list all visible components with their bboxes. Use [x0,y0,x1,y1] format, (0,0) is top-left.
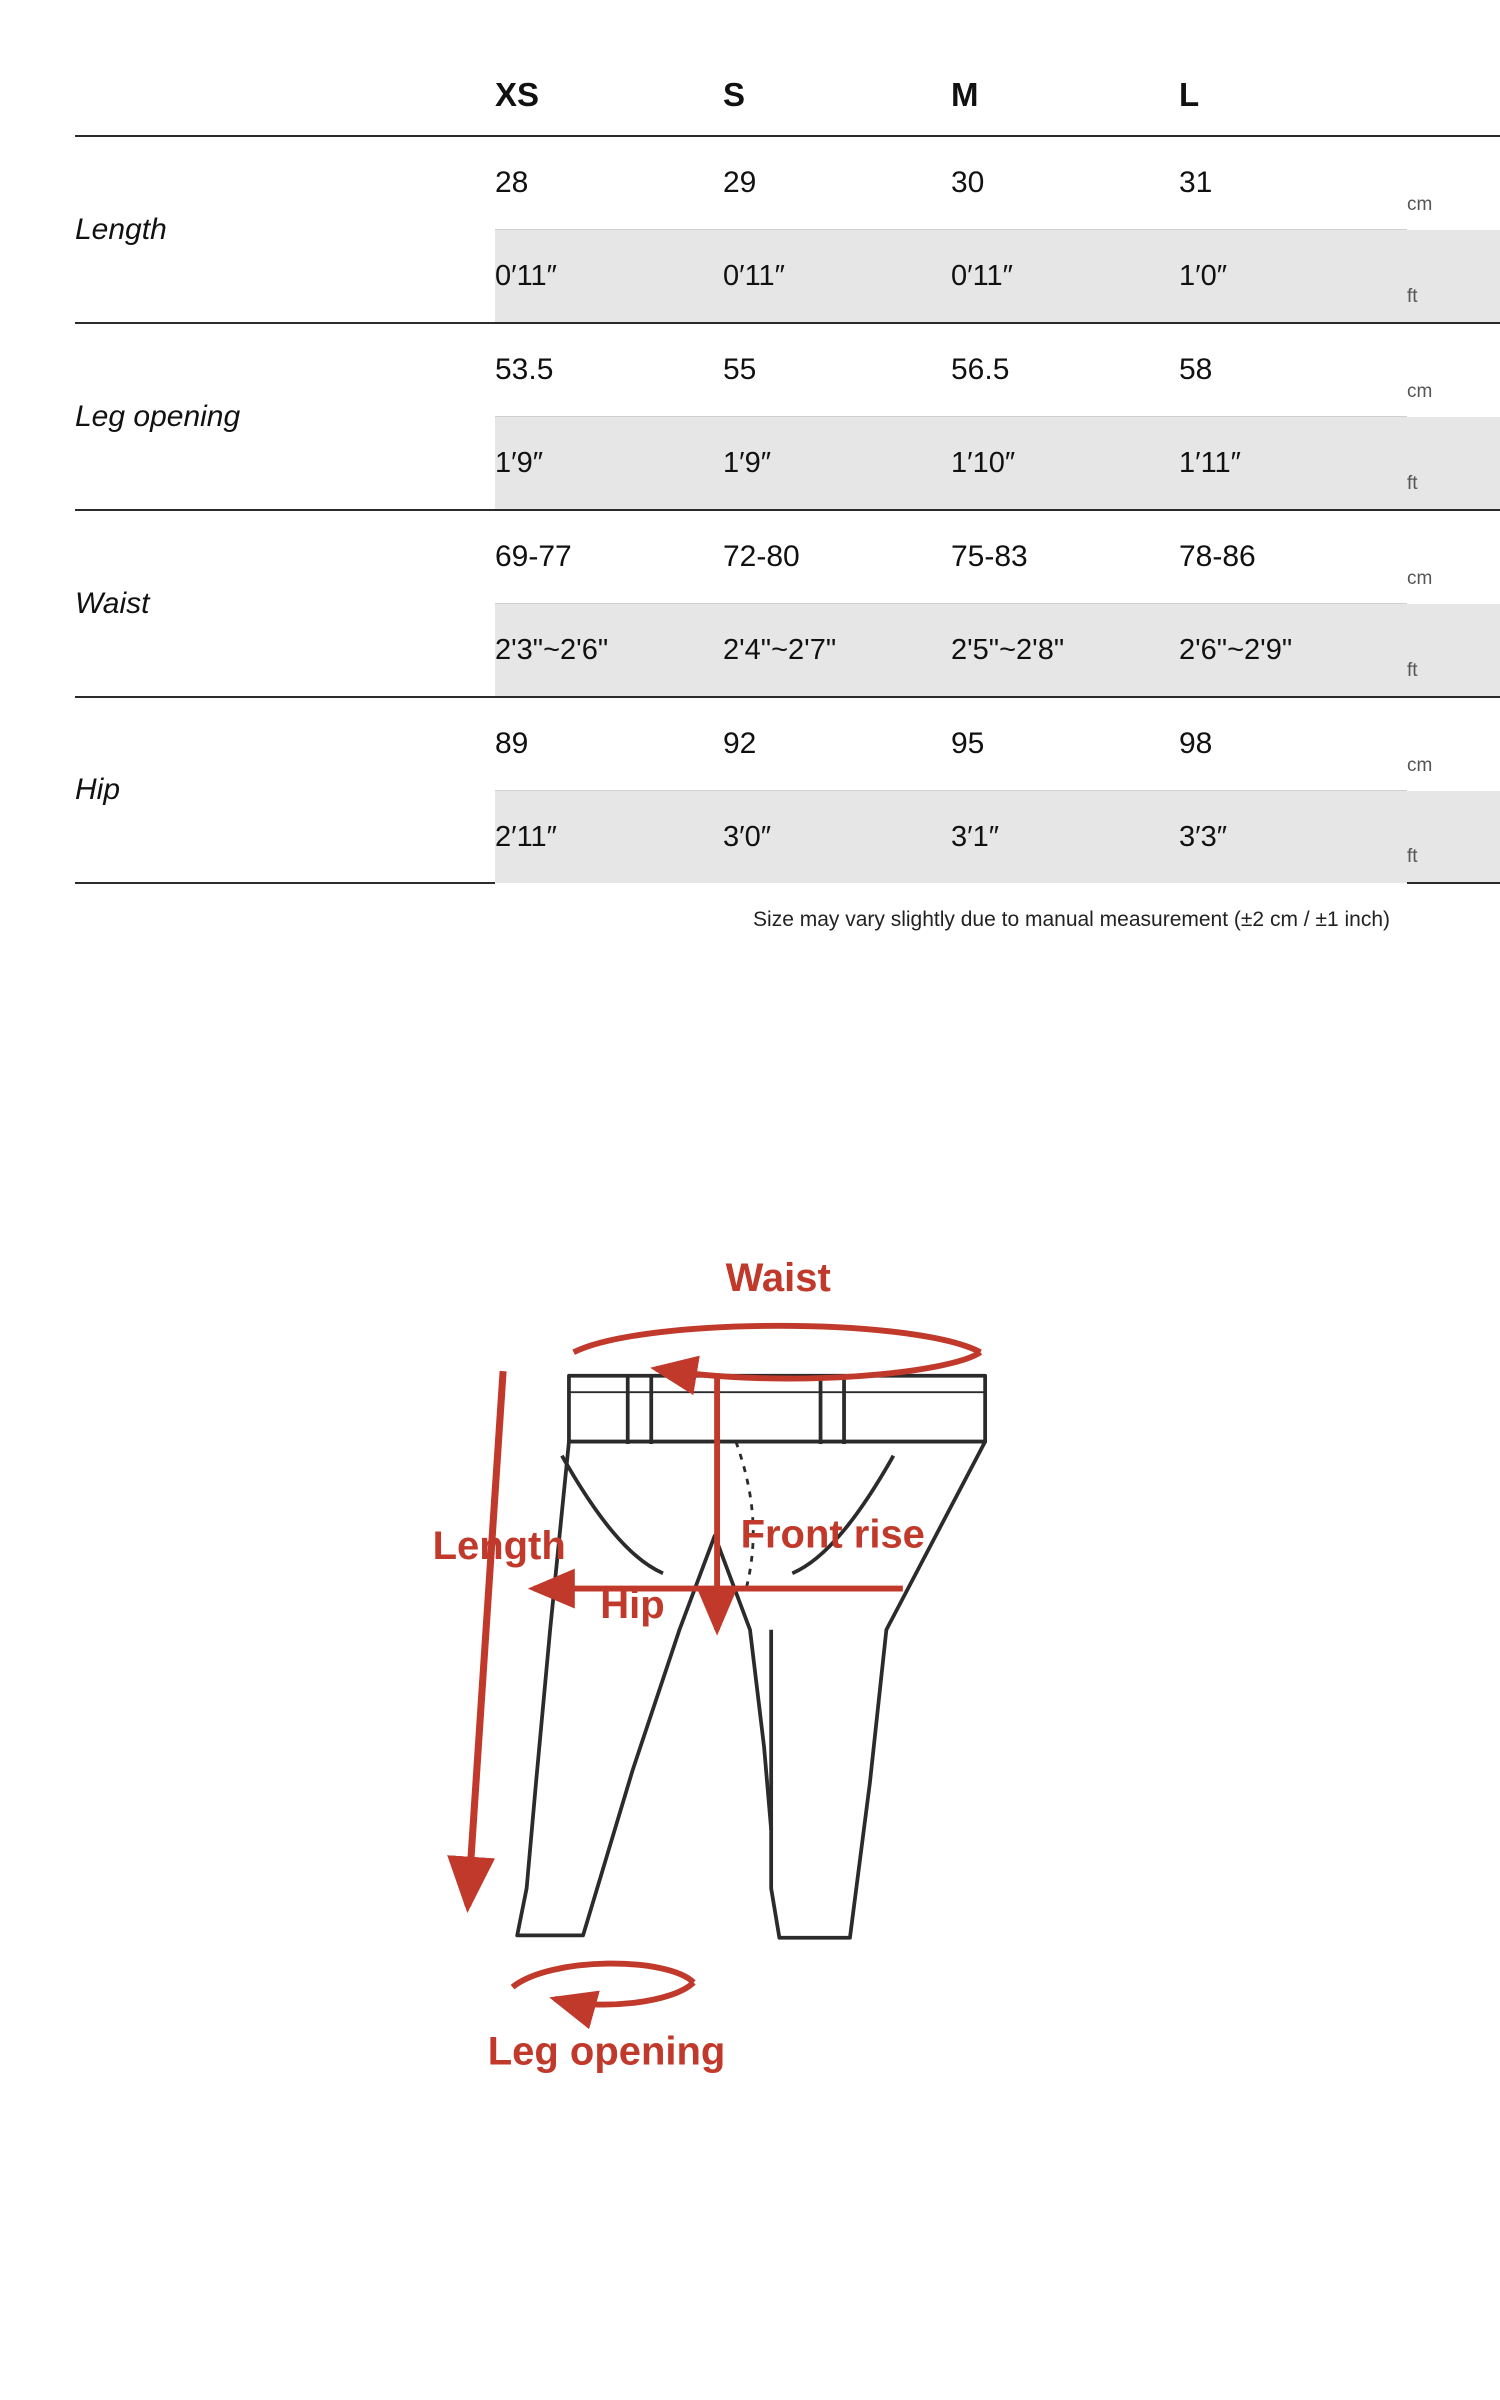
cell-leg-opening-xs-ft: 1′9″ [495,417,723,511]
cell-length-xs-ft: 0′11″ [495,230,723,324]
length-measure-annotation [433,1371,566,1906]
cell-hip-l-ft: 3′3″ [1179,791,1407,884]
cell-waist-m-cm: 75-83 [951,510,1179,604]
waist-measure-annotation [574,1256,981,1378]
cell-hip-m-ft: 3′1″ [951,791,1179,884]
cell-leg-opening-m-ft: 1′10″ [951,417,1179,511]
cell-waist-l-ft: 2'6"~2'9" [1179,604,1407,698]
unit-length-cm: cm [1407,136,1500,230]
header-size-l: L [1179,55,1407,136]
cell-length-l-ft: 1′0″ [1179,230,1407,324]
row-label-hip: Hip [75,697,495,883]
shorts-illustration [517,1376,985,1938]
cell-length-xs-cm: 28 [495,136,723,230]
unit-hip-ft: ft [1407,791,1500,884]
table-row [75,697,1500,791]
cell-hip-s-ft: 3′0″ [723,791,951,884]
table-header-row [75,55,1500,136]
cell-length-m-ft: 0′11″ [951,230,1179,324]
header-size-xs: XS [495,55,723,136]
shorts-measurement-diagram [0,1230,1500,2100]
header-unit-label [1407,55,1500,136]
unit-waist-ft: ft [1407,604,1500,698]
cell-leg-opening-s-ft: 1′9″ [723,417,951,511]
measurement-disclaimer: Size may vary slightly due to manual measurement (±2 cm / ±1 inch) [753,908,1390,931]
cell-hip-s-cm: 92 [723,697,951,791]
label-length: Length [432,1524,566,1569]
cell-waist-s-cm: 72-80 [723,510,951,604]
label-front-rise: Front rise [740,1512,925,1557]
unit-waist-cm: cm [1407,510,1500,604]
row-label-length: Length [75,136,495,323]
cell-leg-opening-l-ft: 1′11″ [1179,417,1407,511]
label-hip: Hip [600,1582,665,1627]
cell-length-l-cm: 31 [1179,136,1407,230]
cell-leg-opening-l-cm: 58 [1179,323,1407,417]
header-size-s: S [723,55,951,136]
cell-leg-opening-s-cm: 55 [723,323,951,417]
cell-length-s-ft: 0′11″ [723,230,951,324]
cell-length-m-cm: 30 [951,136,1179,230]
header-measure-label [75,55,495,136]
label-waist: Waist [725,1256,831,1301]
cell-hip-xs-ft: 2′11″ [495,791,723,884]
label-leg-opening: Leg opening [487,2029,726,2074]
unit-length-ft: ft [1407,230,1500,324]
unit-leg-opening-ft: ft [1407,417,1500,511]
table-row [75,136,1500,230]
cell-leg-opening-xs-cm: 53.5 [495,323,723,417]
cell-waist-l-cm: 78-86 [1179,510,1407,604]
cell-waist-xs-ft: 2'3"~2'6" [495,604,723,698]
cell-waist-s-ft: 2'4"~2'7" [723,604,951,698]
row-label-waist: Waist [75,510,495,697]
cell-hip-m-cm: 95 [951,697,1179,791]
header-size-m: M [951,55,1179,136]
cell-hip-l-cm: 98 [1179,697,1407,791]
cell-waist-m-ft: 2'5"~2'8" [951,604,1179,698]
size-chart-table [75,55,1500,884]
size-chart-container [75,55,1460,884]
cell-leg-opening-m-cm: 56.5 [951,323,1179,417]
cell-length-s-cm: 29 [723,136,951,230]
table-row [75,510,1500,604]
unit-hip-cm: cm [1407,697,1500,791]
cell-hip-xs-cm: 89 [495,697,723,791]
table-row [75,323,1500,417]
unit-leg-opening-cm: cm [1407,323,1500,417]
leg-opening-measure-annotation [488,1964,726,2074]
cell-waist-xs-cm: 69-77 [495,510,723,604]
row-label-leg-opening: Leg opening [75,323,495,510]
